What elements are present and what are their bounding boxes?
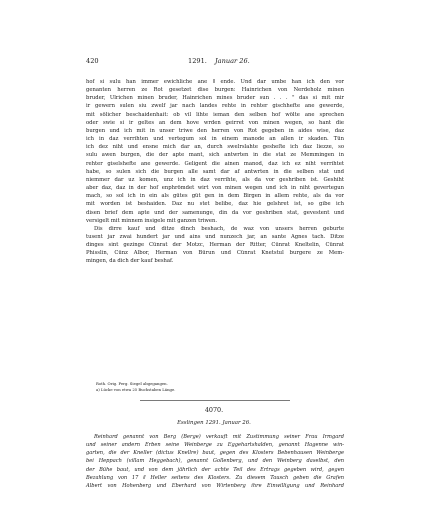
running-header: [86, 57, 336, 67]
place-date: Esslingen 1291. Januar 26.: [177, 420, 251, 426]
text-line: oder swie si ir geltes an dem hove wrden geirret von minen wegen, so hant die: [86, 119, 344, 126]
footnote: a) Lücke von etwa 25 Buchstaben Länge.: [96, 387, 176, 392]
regest-line: und seiner andern Erben seine Weinberge zu Eggehartshalden, genannt Hagenne win-: [86, 442, 344, 449]
text-line: burgen und ich mit in unser triwe den herren von Rot gegeben in aides wise, daz: [86, 127, 344, 134]
text-line: aber daz, daz in der hof enphrömdet wirt von minen wegen und ich in niht gevertegun: [86, 185, 344, 192]
text-line: tusent jar zwai hundert jar und ains und nunzech jar, an sante Agnes tach. Ditze: [86, 233, 344, 240]
page-number: 420: [86, 57, 99, 65]
text-line: habe, so sulen sich die burgen alle samt dar af antwrten in die selben stat und: [86, 168, 344, 175]
text-line: mach, so sol ich in ein als gütes güt gen in dem Birgen in allem rehte, als da vor: [86, 193, 344, 200]
text-line: disen brief dem apte und der samenunge, din da vor geshriben stat, gevestent und: [86, 209, 344, 216]
regest-line: Reinhard genannt von Berg (Berge) verkauft mit Zustimmung seiner Frau Irmgard: [94, 434, 344, 440]
charter-text: [86, 78, 344, 266]
header-day: Januar 26.: [215, 57, 250, 65]
regest-line: Albert von Hohenberg und Eberhard von Wirtenberg ihre Einwilligung und Reinhard: [86, 482, 344, 489]
header-date: [188, 57, 250, 65]
text-line: genanten herren ze Rot gesetzet dise burgen: Hainrichen von Nerdeholz minen: [86, 87, 344, 94]
text-line: Phisslin, Cünz Albor, Herman von Bürun und Cünrat Knetstul burgere ze Mem-: [86, 250, 344, 257]
document-number: 4070.: [204, 406, 224, 414]
text-line: ir gewern sulen siu zwelf jar nach landes rehte in rehter gischhefte ane gewerde,: [86, 103, 344, 110]
text-line: mingen, da dich der kauf beshaf.: [86, 258, 174, 265]
regest-line: garten, die der Kneller (dictus Knellre) baut, gegen des Klosters Bebenhausen Weinberge: [86, 450, 344, 457]
separator-rule: [140, 400, 290, 401]
footnotes: [96, 381, 175, 393]
text-line: bruder, Ulrichen minen bruder, Hainrichen mines bruder sun . . . " das si mit mir: [86, 95, 344, 102]
text-line: dinges sint gezinge Cünrat der Motzc, Herman der Ritter, Cünrat Kneltelin, Cünrat: [86, 242, 344, 249]
regest-line: der Bühe baut, und von dem jährlich der achte Teil des Ertrags gegeben wird, gegen: [86, 466, 344, 473]
text-line: rehter giselshefte ane gewerde. Geligent die ainen manod, daz ich ez niht verrihtet: [86, 160, 344, 167]
header-year: 1291.: [188, 57, 207, 65]
text-line: mit worden ist beshaiden. Daz nu stet belibe, daz hie gelshret ist, so gibe ich: [86, 201, 344, 208]
text-line: Dis dirre kauf und ditze dinch beshach, de waz von unsers herren geburte: [94, 225, 344, 232]
text-line: versigelt mit minnem insigele mit ganzen triwen.: [86, 217, 218, 224]
text-line: mit sölicher beschaidenhait: ob vil lihte ieman den selben hof wölte ane sprechen: [86, 111, 344, 118]
regest-line: Bezahlung von 17 ǁ Heller seitens des Klosters. Zu diesem Tausch geben die Grafen: [86, 474, 344, 481]
text-line: niemmer dar uz komen, unz ich in daz verrihte, als da vor geshriben ist. Geshiht: [86, 176, 344, 183]
regest-line: bei Heppach (villam Heggebach), genannt Gollenberg, und den Weinberg daselbst, den: [86, 458, 344, 465]
text-line: ich dez niht und ensne mich dar an, durch swelrslahte gesheſte ich daz liezze, so: [86, 144, 344, 151]
text-line: hof si sulu han immer ewichliche ane ǁ ende. Und dar umbe han ich den vor: [86, 79, 344, 85]
text-line: ich in daz verrihten und vertegum sol in einem manode an allen ir skaden. Tün: [86, 136, 344, 143]
source-note: Roth. Orig. Perg. Siegel abgegangen.: [96, 381, 168, 386]
text-line: sulu awen burgen, die der apte mant, sich antwrten in die stat ze Memmingen in: [86, 152, 344, 159]
regest-text: [86, 433, 344, 490]
